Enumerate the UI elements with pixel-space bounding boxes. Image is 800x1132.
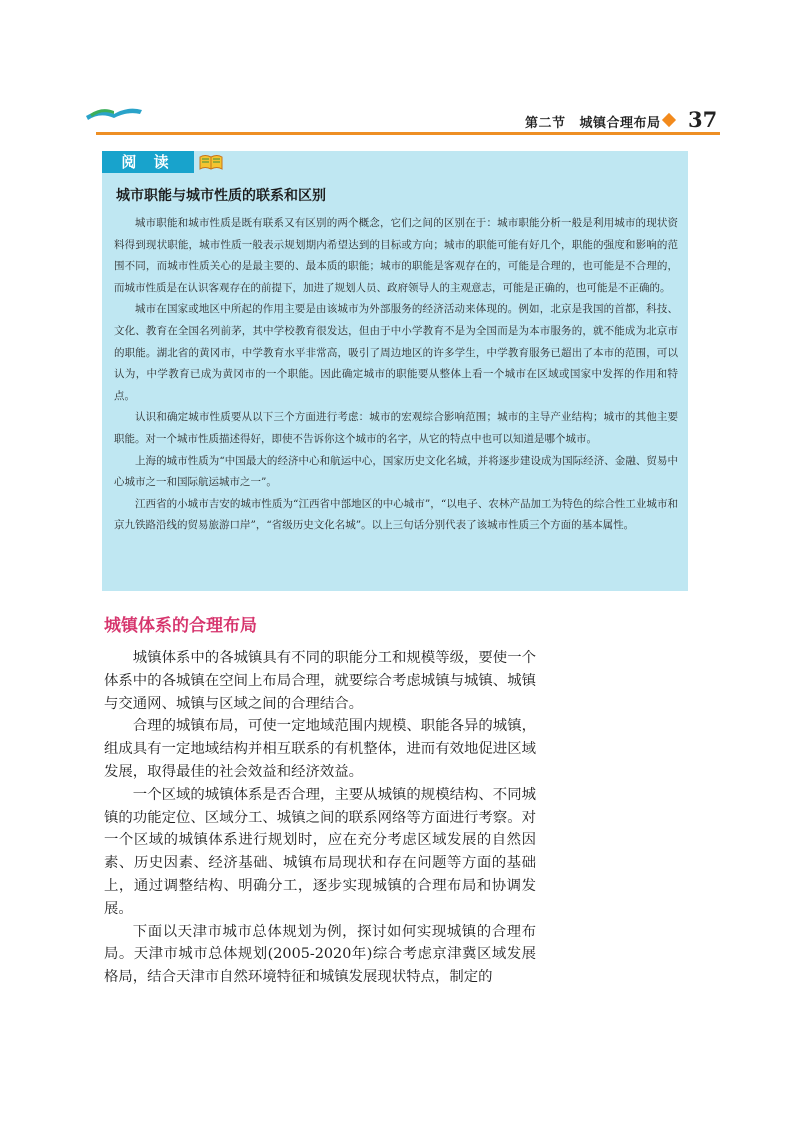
book-icon <box>198 153 224 171</box>
running-header <box>525 112 661 131</box>
body-paragraph: 下面以天津市城市总体规划为例，探讨如何实现城镇的合理布局。天津市城市总体规划(2005-2020年)综合考虑京津冀区域发展格局，结合天津市自然环境特征和城镇发展现状特点，制定的 <box>104 923 536 986</box>
header-section-label: 第二节 <box>525 116 566 131</box>
body-paragraph: 一个区域的城镇体系是否合理，主要从城镇的规模结构、不同城镇的功能定位、区域分工、城镇之间的联系网络等方面进行考察。对一个区域的城镇体系进行规划时，应在充分考虑区域发展的自然因素、历史因素、经济基础、城镇布局现状和存在问题等方面的基础上，通过调整结构、明确分工，逐步实现城镇的合理布局和协调发展。 <box>104 786 536 917</box>
reading-paragraph: 认识和确定城市性质要从以下三个方面进行考虑：城市的宏观综合影响范围；城市的主导产业结构；城市的其他主要职能。对一个城市性质描述得好，即使不告诉你这个城市的名字，从它的特点中也可以知道是哪个城市。 <box>114 411 678 445</box>
book-logo-icon <box>84 100 144 122</box>
header-divider <box>96 132 720 135</box>
reading-paragraph: 上海的城市性质为“中国最大的经济中心和航运中心，国家历史文化名城，并将逐步建设成为国际经济、金融、贸易中心城市之一和国际航运城市之一”。 <box>114 454 678 489</box>
section-heading: 城镇体系的合理布局 <box>104 616 257 636</box>
reading-paragraph: 城市在国家或地区中所起的作用主要是由该城市为外部服务的经济活动来体现的。例如，北京是我国的首都，科技、文化、教育在全国名列前茅，其中学校教育很发达，但由于中小学教育不是为全国而是为本市服务的，就不能成为北京市的职能。湖北省的黄冈市，中学教育水平非常高，吸引了周边地区的许多学生，中学教育服务已超出了本市的范围，可以认为，中学教育已成为黄冈市的一个职能。因此确定城市的职能要从整体上看一个城市在区域或国家中发挥的作用和特点。 <box>114 303 678 402</box>
reading-box <box>102 151 688 591</box>
reading-body <box>114 213 678 537</box>
header-section-title: 城镇合理布局 <box>579 116 661 131</box>
body-paragraph: 城镇体系中的各城镇具有不同的职能分工和规模等级，要使一个体系中的各城镇在空间上布局合理，就要综合考虑城镇与城镇、城镇与交通网、城镇与区域之间的合理结合。 <box>104 650 536 712</box>
page-number: 37 <box>688 107 718 132</box>
reading-tag: 阅 读 <box>102 151 194 173</box>
body-paragraph: 合理的城镇布局，可使一定地域范围内规模、职能各异的城镇，组成具有一定地域结构并相互联系的有机整体，进而有效地促进区域发展，取得最佳的社会效益和经济效益。 <box>104 718 536 780</box>
diamond-icon <box>662 113 676 127</box>
reading-paragraph: 江西省的小城市吉安的城市性质为“江西省中部地区的中心城市”，“以电子、农林产品加工为特色的综合性工业城市和京九铁路沿线的贸易旅游口岸”，“省级历史文化名城”。以上三句话分别代表了该城市性质三个方面的基本属性。 <box>114 497 678 532</box>
reading-title: 城市职能与城市性质的联系和区别 <box>116 188 326 204</box>
section-body <box>104 647 536 989</box>
reading-paragraph: 城市职能和城市性质是既有联系又有区别的两个概念，它们之间的区别在于：城市职能分析一般是利用城市的现状资料得到现状职能，城市性质一般表示规划期内希望达到的目标或方向；城市的职能可能有好几个，职能的强度和影响的范围不同，而城市性质关心的是最主要的、最本质的职能；城市的职能是客观存在的，可能是合理的，也可能是不合理的，而城市性质是在认识客观存在的前提下，加进了规划人员、政府领导人的主观意志，可能是正确的，也可能是不正确的。 <box>114 217 678 294</box>
